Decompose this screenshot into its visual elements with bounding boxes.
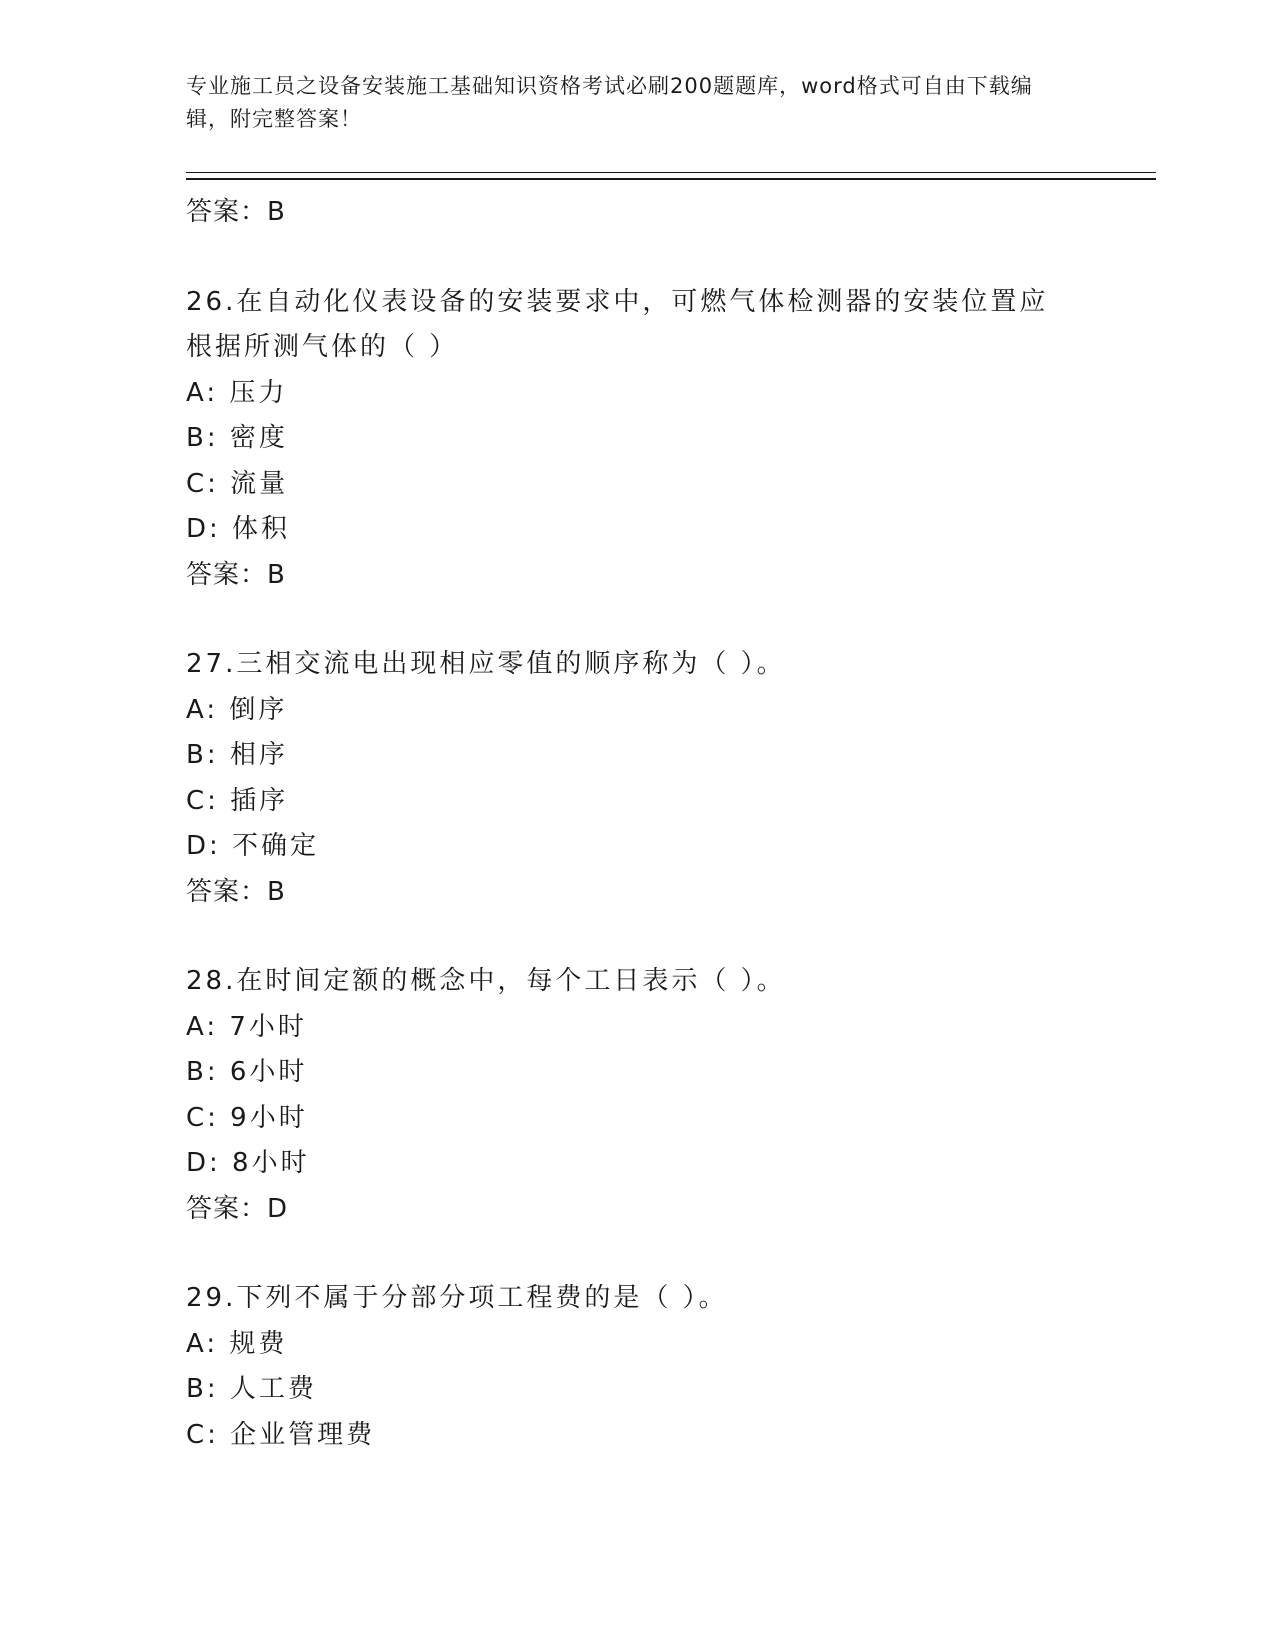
option-c: C: 流量 [186, 468, 289, 499]
option-a: A: 压力 [186, 377, 288, 408]
answer-line: 答案：B [186, 559, 286, 590]
option-a: A: 7小时 [186, 1011, 307, 1042]
question-text: 29.下列不属于分部分项工程费的是（ ）。 [186, 1283, 728, 1313]
question-block [186, 642, 1156, 915]
question-text: 26.在自动化仪表设备的安装要求中，可燃气体检测器的安装位置应根据所测气体的（ ） [186, 286, 1049, 362]
option-c: C: 9小时 [186, 1102, 308, 1133]
option-b: B: 相序 [186, 740, 288, 770]
option-c: C: 插序 [186, 785, 289, 816]
answer-line: 答案：B [186, 876, 286, 907]
option-a: A: 倒序 [186, 694, 288, 725]
answer-line: 答案：B [186, 197, 286, 227]
header-divider [186, 172, 1156, 180]
option-b: B: 6小时 [186, 1057, 308, 1087]
question-block [186, 280, 1156, 599]
option-d: D: 体积 [186, 514, 291, 544]
option-b: B: 密度 [186, 423, 288, 453]
document-page [186, 70, 1156, 1458]
document-header: 专业施工员之设备安装施工基础知识资格考试必刷200题题库，word格式可自由下载编辑，附完整答案！ [186, 74, 1033, 131]
option-b: B: 人工费 [186, 1374, 317, 1404]
question-block [186, 959, 1156, 1232]
answer-line: 答案：D [186, 1193, 289, 1224]
question-text: 27.三相交流电出现相应零值的顺序称为（ ）。 [186, 649, 786, 679]
question-block [186, 1276, 1156, 1458]
option-a: A: 规费 [186, 1328, 288, 1359]
option-d: D: 不确定 [186, 831, 320, 861]
question-text: 28.在时间定额的概念中，每个工日表示（ ）。 [186, 966, 786, 996]
option-d: D: 8小时 [186, 1148, 310, 1178]
option-c: C: 企业管理费 [186, 1419, 376, 1450]
